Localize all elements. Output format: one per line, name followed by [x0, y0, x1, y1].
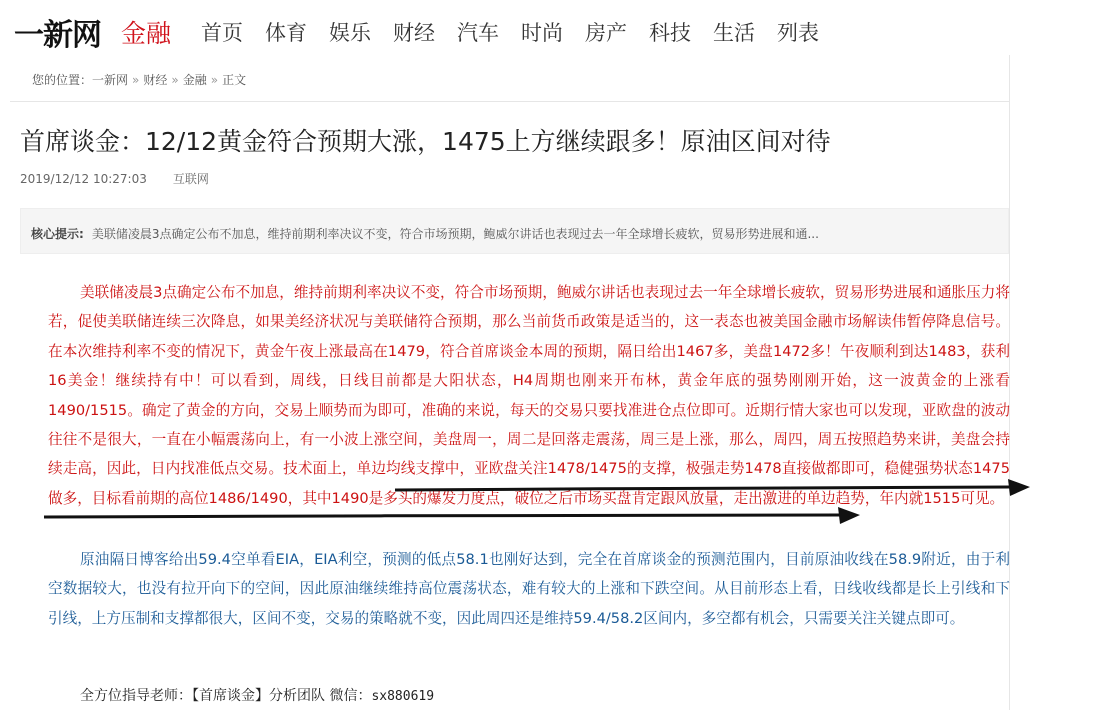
breadcrumb-finance[interactable]: 财经 — [143, 73, 168, 87]
author-contact — [80, 685, 434, 705]
nav-item-life[interactable]: 生活 — [713, 21, 755, 45]
nav-item-realestate[interactable]: 房产 — [585, 21, 627, 45]
nav-item-home[interactable]: 首页 — [201, 21, 243, 45]
summary-box — [20, 208, 1009, 254]
article-source: 互联网 — [172, 172, 209, 186]
wechat-id[interactable]: sx880619 — [371, 689, 435, 704]
breadcrumb-separator: » — [171, 73, 179, 87]
breadcrumb-banking[interactable]: 金融 — [182, 73, 207, 87]
nav-item-sports[interactable]: 体育 — [265, 21, 307, 45]
breadcrumb — [10, 55, 1009, 102]
breadcrumb-prefix: 您的位置： — [32, 73, 93, 87]
breadcrumb-separator: » — [132, 73, 140, 87]
nav-item-fashion[interactable]: 时尚 — [521, 21, 563, 45]
summary-text: 美联储凌晨3点确定公布不加息，维持前期利率决议不变，符合市场预期，鲍威尔讲话也表现过去一年全球增长疲软，贸易形势进展和通... — [91, 227, 819, 241]
nav-item-tech[interactable]: 科技 — [649, 21, 691, 45]
paragraph-gold-analysis: 美联储凌晨3点确定公布不加息，维持前期利率决议不变，符合市场预期，鲍威尔讲话也表现过去一年全球增长疲软，贸易形势进展和通胀压力将若，促使美联储连续三次降息，如果美经济状况与美联储符合预期，那么当前货币政策是适当的，这一表态也被美国金融市场解读伟暂停降息信号。在本次维持利率不变的情况下，黄金午夜上涨最高在1479，符合首席谈金本周的预期，隔日给出1467多，美盘1472多！午夜顺利到达1483，获利16美金！继续持有中！可以看到，周线，日线目前都是大阳状态，H4周期也刚来开布林，黄金年底的强势刚刚开始，这一波黄金的上涨看1490/1515。确定了黄金的方向，交易上顺势而为即可，准确的来说，每天的交易只要找准进仓点位即可。近期行情大家也可以发现，亚欧盘的波动往往不是很大，一直在小幅震荡向上，有一小波上涨空间，美盘周一，周二是回落走震荡，周三是上涨，那么，周四，周五按照趋势来讲，美盘会持续走高，因此，日内找准低点交易。技术面上，单边均线支撑中，亚欧盘关注1478/1475的支撑，极强走势1478直接做都即可，稳健强势状态1475做多，目标看前期的高位1486/1490，其中1490是多头的爆发力度点，破位之后市场买盘肯定跟风放量，走出激进的单边趋势，年内就1515可见。 — [48, 284, 1010, 507]
article-title: 首席谈金：12/12黄金符合预期大涨，1475上方继续跟多！原油区间对待 — [20, 127, 831, 156]
summary-label: 核心提示: — [31, 227, 84, 241]
breadcrumb-separator: » — [210, 73, 219, 87]
site-logo[interactable]: 一新网 — [14, 18, 101, 53]
paragraph-oil-analysis: 原油隔日博客给出59.4空单看EIA，EIA利空，预测的低点58.1也刚好达到，完全在首席谈金的预测范围内，目前原油收线在58.9附近，由于利空数据较大，也没有拉开向下的空间，因此原油继续维持高位震荡状态，难有较大的上涨和下跌空间。从目前形态上看，日线收线都是长上引线和下引线，上方压制和支撑都很大，区间不变，交易的策略就不变，因此周四还是维持59.4/58.2区间内，多空都有机会，只需要关注关键点即可。 — [48, 551, 1010, 627]
publish-date: 2019/12/12 10:27:03 — [20, 172, 147, 186]
main-nav — [201, 17, 841, 47]
article-meta — [20, 170, 209, 187]
author-contact-label: 全方位指导老师：【首席谈金】分析团队 微信： — [80, 688, 372, 704]
breadcrumb-home[interactable]: 一新网 — [92, 73, 129, 87]
section-title[interactable]: 金融 — [121, 19, 172, 48]
site-header — [0, 0, 1096, 60]
nav-item-list[interactable]: 列表 — [777, 21, 819, 45]
breadcrumb-current: 正文 — [222, 73, 247, 87]
nav-item-entertainment[interactable]: 娱乐 — [329, 21, 371, 45]
nav-item-finance[interactable]: 财经 — [393, 21, 435, 45]
nav-item-auto[interactable]: 汽车 — [457, 21, 499, 45]
